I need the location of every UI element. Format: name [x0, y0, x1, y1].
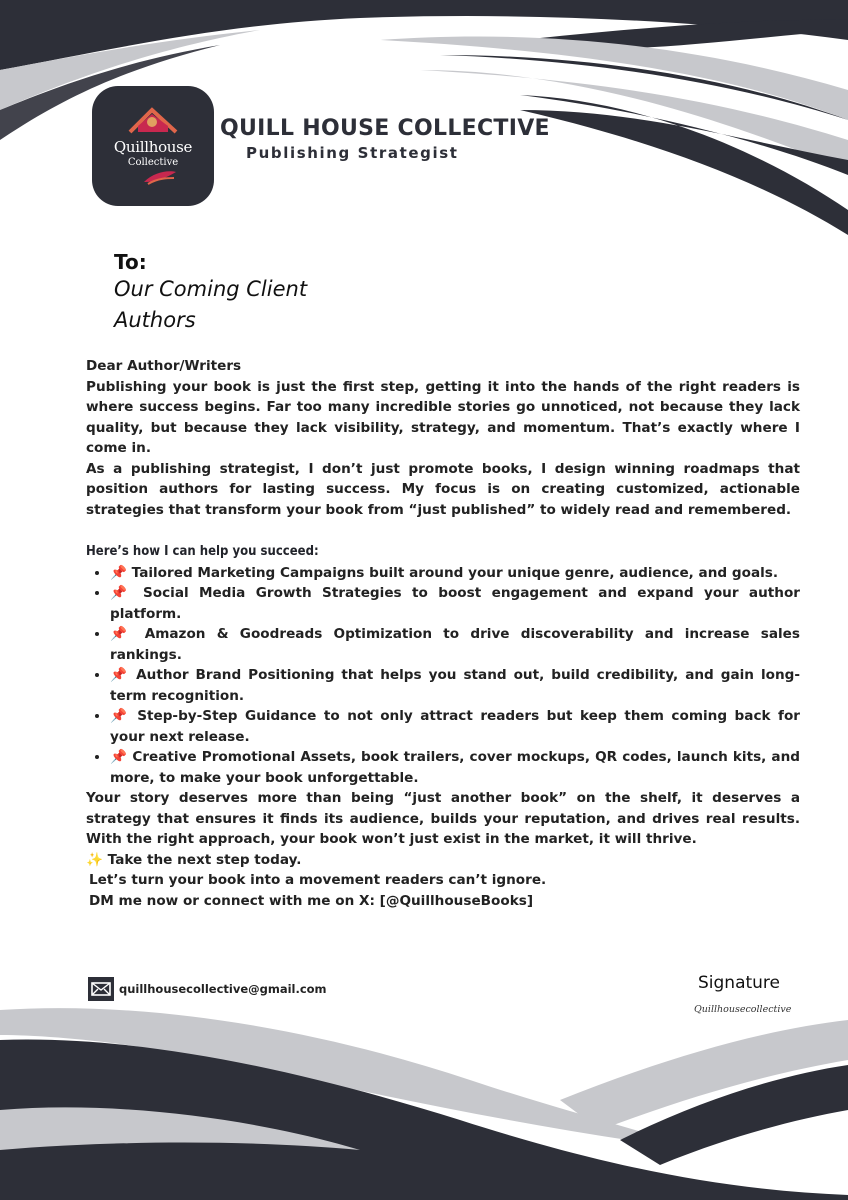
list-item: • 📌 Creative Promotional Assets, book trailers, cover mockups, QR codes, launch kits, and more, to make your book unforgettable. [110, 747, 800, 788]
email-contact[interactable] [88, 977, 327, 1001]
list-item: • 📌 Social Media Growth Strategies to boost engagement and expand your author platform. [110, 583, 800, 624]
call-to-action-2: Let’s turn your book into a movement readers can’t ignore. [89, 872, 547, 888]
company-logo [92, 86, 214, 206]
list-item: • 📌 Amazon & Goodreads Optimization to drive discoverability and increase sales rankings. [110, 624, 800, 665]
logo-subtitle: Collective [127, 157, 179, 168]
paragraph-intro: Publishing your book is just the first step, getting it into the hands of the right readers is where success begins. Far too many incredible stories go unnoticed, not because they lack quality, but because they lack visibility, strategy, and momentum. That’s exactly where I come in. [86, 378, 800, 456]
email-address[interactable]: quillhousecollective@gmail.com [119, 982, 327, 996]
list-item: • 📌 Author Brand Positioning that helps you stand out, build credibility, and gain long-term recognition. [110, 665, 800, 706]
pushpin-icon: 📌 [110, 626, 134, 642]
list-item: • 📌 Step-by-Step Guidance to not only attract readers but keep them coming back for your next release. [110, 706, 800, 747]
pushpin-icon: 📌 [110, 564, 127, 581]
signature-label: Signature [698, 973, 781, 993]
job-title: Publishing Strategist [246, 144, 459, 162]
recipient: Our Coming Client Authors [114, 277, 308, 332]
paragraph-strategy: As a publishing strategist, I don’t just promote books, I design winning roadmaps that position authors for lasting success. My focus is on creating customized, actionable strategies that transform your book from “just published” to widely read and remembered. [86, 460, 800, 518]
services-list [86, 563, 800, 789]
paragraph-closing: Your story deserves more than being “just another book” on the shelf, it deserves a strategy that ensures it finds its audience, builds your reputation, and drives real results. With the right approach, your book won’t just exist in the market, it will thrive. [86, 790, 800, 847]
company-name: QUILL HOUSE COLLECTIVE [220, 116, 550, 141]
call-to-action-3: DM me now or connect with me on X: [@QuillhouseBooks] [89, 892, 534, 909]
call-to-action-1: ✨ Take the next step today. [86, 851, 302, 868]
to-label: To: [114, 250, 147, 274]
pushpin-icon: 📌 [110, 708, 130, 724]
signature: Quillhousecollective [694, 1004, 792, 1015]
list-item: • 📌 Tailored Marketing Campaigns built around your unique genre, audience, and goals. [110, 563, 800, 584]
greeting: Dear Author/Writers [86, 358, 242, 374]
logo-name: Quillhouse [113, 138, 193, 156]
pushpin-icon: 📌 [110, 667, 130, 683]
mail-icon [88, 977, 114, 1001]
services-heading: Here’s how I can help you succeed: [86, 544, 319, 559]
sparkles-icon: ✨ [86, 851, 103, 868]
pushpin-icon: 📌 [110, 585, 133, 601]
letter-body [86, 356, 800, 911]
pushpin-icon: 📌 [110, 749, 128, 765]
footer-wave-decoration [0, 990, 848, 1200]
